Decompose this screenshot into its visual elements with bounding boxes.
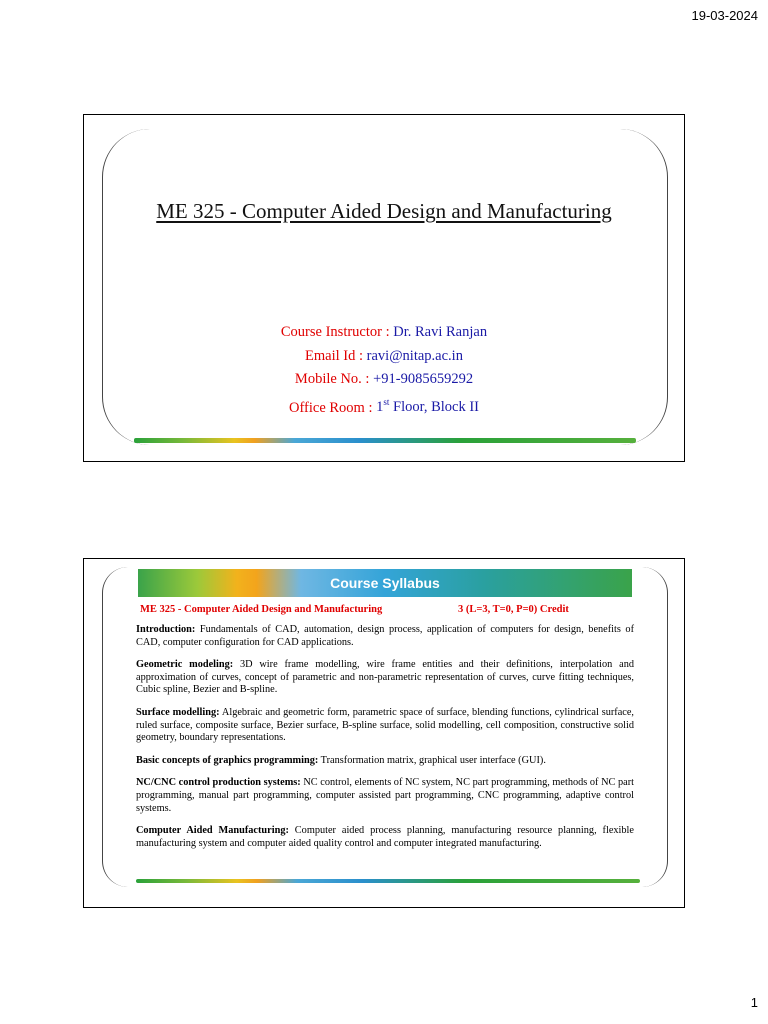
syllabus-section-nc-cnc [136,777,634,815]
email-value[interactable]: ravi@nitap.ac.in [366,347,463,364]
instructor-info [84,321,684,420]
slide-syllabus [83,558,685,908]
section-heading: Introduction: [136,624,196,635]
mobile-value: +91-9085659292 [373,371,474,387]
decorative-gradient-bar [136,879,640,883]
syllabus-section-introduction [136,624,634,649]
section-heading: Basic concepts of graphics programming: [136,754,319,766]
section-text: NC control, elements of NC system, NC part programming, methods of NC part programming, manual part programming, computer assisted part programming, CNC programming, adaptive control systems. [136,777,635,814]
office-label: Office Room : [288,399,377,416]
email-line [84,345,684,369]
page-number: 1 [750,995,758,1010]
syllabus-section-graphics-programming [136,755,634,768]
decorative-gradient-bar [134,438,636,443]
section-text: Computer aided process planning, manufacturing resource planning, flexible manufacturing system and computer aided quality control and computer integrated manufacturing. [136,825,634,849]
slide-title [83,114,685,462]
section-heading: Computer Aided Manufacturing: [136,825,289,837]
office-floor-rest: Floor, Block II [389,399,480,416]
syllabus-content [136,624,634,850]
syllabus-section-surface-modelling [136,707,634,745]
course-name: ME 325 - Computer Aided Design and Manufacturing [140,604,383,615]
section-text: Algebraic and geometric form, parametric space of surface, blending functions, cylindrical surface, ruled surface, composite surface, Bezier surface, B-spline surface, solid modelling, cell composition, constructive solid geometry, boundary representations. [136,706,635,744]
office-floor-suffix: st [383,397,390,408]
course-credit: 3 (L=3, T=0, P=0) Credit [458,604,569,615]
office-line [84,392,684,420]
section-heading: NC/CNC control production systems: [136,777,301,789]
section-text: Transformation matrix, graphical user interface (GUI). [318,754,546,766]
instructor-label: Course Instructor : [280,324,394,340]
section-heading: Geometric modeling: [136,659,234,671]
office-floor-number: 1 [376,399,384,416]
syllabus-header: Course Syllabus [138,569,632,597]
section-text: Fundamentals of CAD, automation, design process, application of computers for design, benefits of CAD, computer configuration for CAD applications. [136,624,634,648]
mobile-line [84,368,684,392]
office-value [376,399,479,415]
syllabus-section-geometric-modeling [136,659,634,697]
instructor-line [84,321,684,345]
instructor-name: Dr. Ravi Ranjan [393,324,488,340]
syllabus-section-cam [136,825,634,850]
course-line [140,604,634,615]
mobile-label: Mobile No. : [294,371,374,387]
email-label: Email Id : [305,347,367,364]
slide-title-heading: ME 325 - Computer Aided Design and Manufacturing [156,199,612,223]
section-heading: Surface modelling: [136,706,220,718]
section-text: 3D wire frame modelling, wire frame entities and their definitions, interpolation and approximation of curves, concept of parametric and non-parametric representation of curves, curve fitting techniques, Cubic spline, Bezier and B-spline. [136,659,634,696]
print-date: 19-03-2024 [691,8,758,23]
